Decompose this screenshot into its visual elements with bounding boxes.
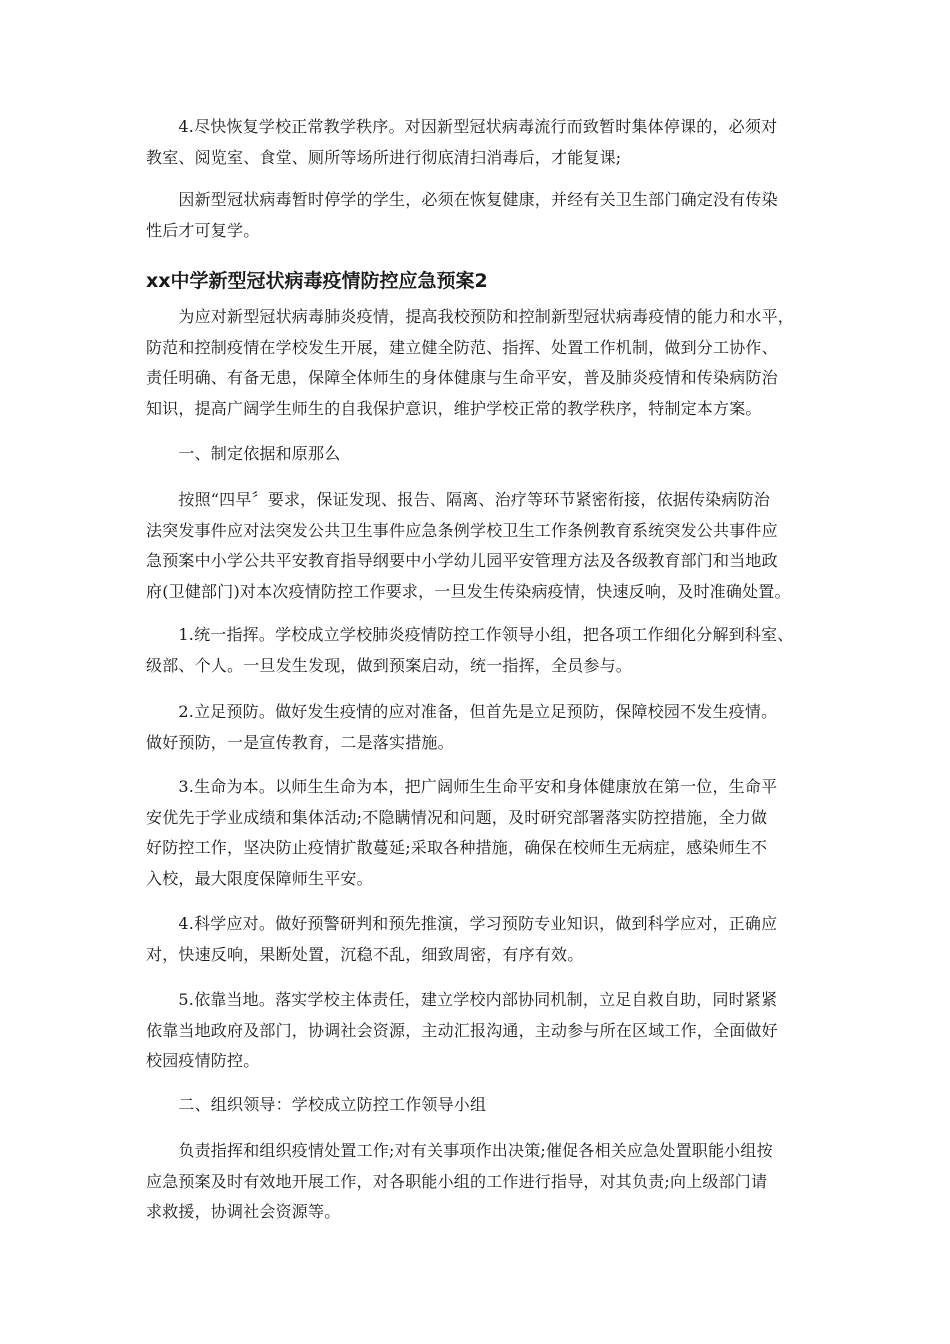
paragraph-section-two-title: 二、组织领导：学校成立防控工作领导小组 <box>146 1095 487 1114</box>
paragraph-intro: 为应对新型冠状病毒肺炎疫情，提高我校预防和控制新型冠状病毒疫情的能力和水平， 防范和控制疫情在学校发生开展，建立健全防范、指挥、处置工作机制，做到分工协作、 责任明确、有备无患，保障全体师生的身体健康与生命平安，普及肺炎疫情和传染病防治 知识，提高广阔学生师生的自我保护意识，维护学校正常的教学秩序，特制定本方案。 <box>146 307 795 418</box>
paragraph-basis: 按照“四早〞要求，保证发现、报告、隔离、治疗等环节紧密衔接，依据传染病防治 法突发事件应对法突发公共卫生事件应急条例学校卫生工作条例教育系统突发公共事件应 急预案中小学公共平安教育指导纲要中小学幼儿园平安管理方法及各级教育部门和当地政 府(卫健部门)对本次疫情防控工作要求，一旦发生传染病疫情，快速反响，及时准确处置。 <box>146 490 791 601</box>
paragraph-unified-command: 1.统一指挥。学校成立学校肺炎疫情防控工作领导小组，把各项工作细化分解到科室、 级部、个人。一旦发生发现，做到预案启动，统一指挥，全员参与。 <box>146 625 794 675</box>
paragraph-return-to-school: 因新型冠状病毒暂时停学的学生，必须在恢复健康，并经有关卫生部门确定没有传染 性后才可复学。 <box>146 190 778 240</box>
paragraph-life-first: 3.生命为本。以师生生命为本，把广阔师生生命平安和身体健康放在第一位，生命平 安优先于学业成绩和集体活动;不隐瞒情况和问题，及时研究部署落实防控措施，全力做 好防控工作，坚决防止疫情扩散蔓延;采取各种措施，确保在校师生无病症，感染师生不 入校，最大限度保障师生平安。 <box>146 777 778 888</box>
paragraph-scientific-response: 4.科学应对。做好预警研判和预先推演，学习预防专业知识，做到科学应对，正确应 对，快速反响，果断处置，沉稳不乱，细致周密，有序有效。 <box>146 914 778 964</box>
paragraph-resume-teaching: 4.尽快恢复学校正常教学秩序。对因新型冠状病毒流行而致暂时集体停课的，必须对 教室、阅览室、食堂、厕所等场所进行彻底清扫消毒后，才能复课; <box>146 117 778 167</box>
paragraph-local-reliance: 5.依靠当地。落实学校主体责任，建立学校内部协同机制，立足自救自助，同时紧紧 依靠当地政府及部门，协调社会资源，主动汇报沟通，主动参与所在区域工作，全面做好 校园疫情防控。 <box>146 990 778 1070</box>
paragraph-section-one-title: 一、制定依据和原那么 <box>146 444 341 463</box>
section-heading: xx中学新型冠状病毒疫情防控应急预案2 <box>146 270 488 292</box>
paragraph-leadership-duties: 负责指挥和组织疫情处置工作;对有关事项作出决策;催促各相关应急处置职能小组按 应急预案及时有效地开展工作，对各职能小组的工作进行指导，对其负责;向上级部门请 求救援，协调社会资源等。 <box>146 1141 773 1221</box>
paragraph-prevention: 2.立足预防。做好发生疫情的应对准备，但首先是立足预防，保障校园不发生疫情。 做好预防，一是宣传教育，二是落实措施。 <box>146 702 778 752</box>
